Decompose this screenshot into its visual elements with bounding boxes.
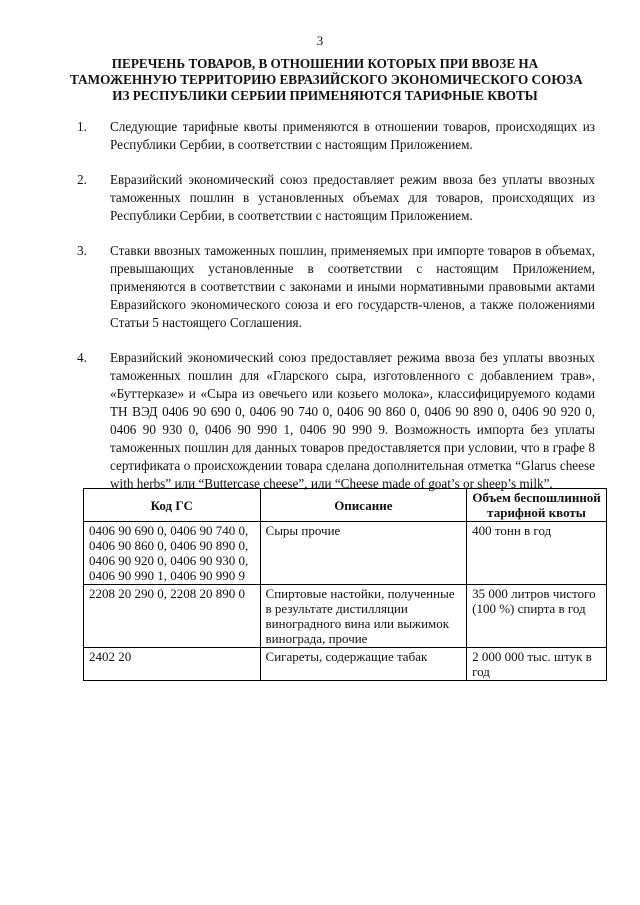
list-item-number: 1.: [77, 119, 87, 134]
list-item-text: Евразийский экономический союз предоставляет режима ввоза без уплаты ввозных таможенных пошлин для «Гларского сыра, изготовленного с добавлением трав», «Буттерказе» и «Сыра из овечьего или козьего молока», классифицируемого кодами ТН ВЭД 0406 90 690 0, 0406 90 740 0, 0406 90 860 0, 0406 90 890 0, 0406 90 920 0, 0406 90 930 0, 0406 90 990 1, 0406 90 990 9. Возможность импорта без уплаты таможенных пошлин для данных товаров предоставляется при условии, что в графе 8 сертификата о происхождении товара сделана дополнительная отметка “Glarus cheese with herbs” или “Buttercase cheese”, или “Cheese made of goat’s or sheep’s milk”.: [110, 350, 595, 491]
list-item: [0, 349, 640, 493]
cell-code: 0406 90 690 0, 0406 90 740 0, 0406 90 860 0, 0406 90 890 0, 0406 90 920 0, 0406 90 930 0, 0406 90 990 1, 0406 90 990 9: [84, 522, 261, 585]
title-line: ТАМОЖЕННУЮ ТЕРРИТОРИЮ ЕВРАЗИЙСКОГО ЭКОНОМИЧЕСКОГО СОЮЗА: [70, 72, 583, 87]
cell-quota: 2 000 000 тыс. штук в год: [467, 648, 607, 681]
table-row: [84, 648, 607, 681]
list-item-number: 2.: [77, 172, 87, 187]
cell-quota: 35 000 литров чистого (100 %) спирта в год: [467, 585, 607, 648]
list-item-text: Следующие тарифные квоты применяются в отношении товаров, происходящих из Республики Сербии, в соответствии с настоящим Приложением.: [110, 119, 595, 152]
table-header-row: [84, 489, 607, 522]
table-row: [84, 522, 607, 585]
list-item-text: Ставки ввозных таможенных пошлин, применяемых при импорте товаров в объемах, превышающих установленные в соответствии с настоящим Приложением, применяются в соответствии с законами и иными нормативными правовыми актами Евразийского экономического союза и его государств-членов, а также положениями Статьи 5 настоящего Соглашения.: [110, 243, 595, 330]
column-header-description: Описание: [260, 489, 467, 522]
cell-code: 2402 20: [84, 648, 261, 681]
list-item: [0, 118, 640, 154]
table-row: [84, 585, 607, 648]
list-item: [0, 242, 640, 332]
numbered-list: [0, 118, 640, 510]
column-header-quota: Объем беспошлинной тарифной квоты: [467, 489, 607, 522]
cell-code: 2208 20 290 0, 2208 20 890 0: [84, 585, 261, 648]
cell-description: Сыры прочие: [260, 522, 467, 585]
title-line: ИЗ РЕСПУБЛИКИ СЕРБИИ ПРИМЕНЯЮТСЯ ТАРИФНЫЕ КВОТЫ: [112, 88, 538, 103]
column-header-code: Код ГС: [84, 489, 261, 522]
list-item-text: Евразийский экономический союз предоставляет режим ввоза без уплаты ввозных таможенных пошлин в установленных объемах для товаров, происходящих из Республики Сербии, в соответствии с настоящим Приложением.: [110, 172, 595, 223]
document-title: [70, 56, 583, 104]
list-item-number: 4.: [77, 350, 87, 365]
page-number: 3: [316, 33, 324, 48]
title-line: ПЕРЕЧЕНЬ ТОВАРОВ, В ОТНОШЕНИИ КОТОРЫХ ПРИ ВВОЗЕ НА: [111, 56, 539, 71]
cell-description: Спиртовые настойки, полученные в результате дистилляции виноградного вина или выжимок винограда, прочие: [260, 585, 467, 648]
tariff-quota-table: [83, 488, 607, 681]
cell-description: Сигареты, содержащие табак: [260, 648, 467, 681]
cell-quota: 400 тонн в год: [467, 522, 607, 585]
list-item-number: 3.: [77, 243, 87, 258]
list-item: [0, 171, 640, 225]
